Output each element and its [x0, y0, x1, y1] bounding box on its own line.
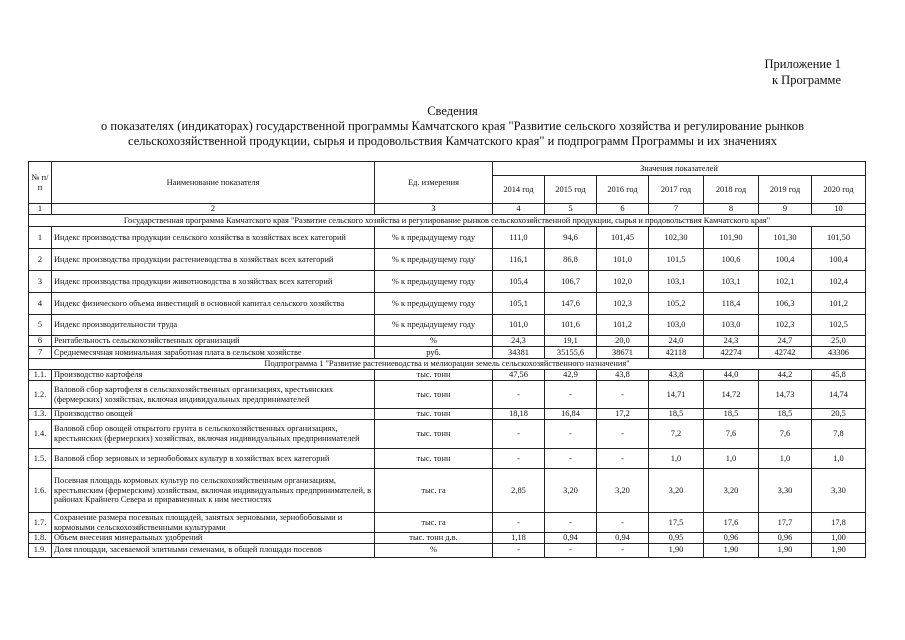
indicator-value: 18,5 [649, 409, 704, 420]
indicator-value: 1,90 [704, 543, 759, 557]
table-row [29, 336, 866, 347]
indicator-name: Объем внесения минеральных удобрений [52, 533, 375, 544]
indicator-value: - [493, 381, 545, 409]
indicator-value: - [597, 513, 649, 533]
indicator-value: 24,3 [704, 336, 759, 347]
column-index: 6 [597, 204, 649, 215]
indicator-value: 3,20 [545, 469, 597, 513]
table-row [29, 381, 866, 409]
column-index-row [29, 204, 866, 215]
indicator-value: 101,2 [812, 293, 866, 315]
indicator-value: 42,9 [545, 370, 597, 381]
indicator-value: 101,30 [759, 227, 812, 249]
indicator-value: 7,8 [812, 420, 866, 449]
section-row-subprogram [29, 359, 866, 370]
indicator-name: Валовой сбор зерновых и зернобобовых культур в хозяйствах всех категорий [52, 449, 375, 469]
indicator-value: 116,1 [493, 249, 545, 271]
indicator-value: 2,85 [493, 469, 545, 513]
indicator-value: - [493, 449, 545, 469]
indicator-value: 3,20 [704, 469, 759, 513]
indicator-value: 101,0 [493, 315, 545, 336]
row-number: 1.7. [29, 513, 52, 533]
indicator-value: - [545, 381, 597, 409]
table-row [29, 293, 866, 315]
indicators-table [28, 161, 866, 558]
indicator-name: Среднемесячная номинальная заработная плата в сельском хозяйстве [52, 347, 375, 359]
indicator-value: 111,0 [493, 227, 545, 249]
indicator-value: - [597, 543, 649, 557]
indicator-value: 25,0 [812, 336, 866, 347]
indicator-value: 102,3 [759, 315, 812, 336]
indicator-value: 17,5 [649, 513, 704, 533]
indicator-value: - [597, 420, 649, 449]
indicator-value: - [493, 543, 545, 557]
indicator-value: - [493, 513, 545, 533]
unit-of-measure: тыс. тонн д.в. [375, 533, 493, 544]
indicator-name: Производство овощей [52, 409, 375, 420]
unit-of-measure: % к предыдущему году [375, 271, 493, 293]
table-row [29, 420, 866, 449]
indicator-value: 14,72 [704, 381, 759, 409]
indicator-value: 17,6 [704, 513, 759, 533]
header-year: 2020 год [812, 176, 866, 204]
indicator-value: - [597, 449, 649, 469]
table-row [29, 271, 866, 293]
indicator-value: 101,2 [597, 315, 649, 336]
indicator-value: 43,8 [597, 370, 649, 381]
indicator-value: 103,0 [649, 315, 704, 336]
indicator-value: 1,00 [812, 533, 866, 544]
row-number: 1 [29, 227, 52, 249]
indicator-value: 106,7 [545, 271, 597, 293]
indicator-value: 3,30 [812, 469, 866, 513]
indicator-value: 1,90 [759, 543, 812, 557]
row-number: 1.3. [29, 409, 52, 420]
row-number: 1.2. [29, 381, 52, 409]
unit-of-measure: % к предыдущему году [375, 315, 493, 336]
unit-of-measure: тыс. га [375, 513, 493, 533]
column-index: 3 [375, 204, 493, 215]
indicator-value: 42274 [704, 347, 759, 359]
table-row [29, 533, 866, 544]
row-number: 1.9. [29, 543, 52, 557]
column-index: 4 [493, 204, 545, 215]
table-row [29, 513, 866, 533]
indicator-value: - [545, 543, 597, 557]
indicator-value: 102,1 [759, 271, 812, 293]
indicator-value: 100,4 [812, 249, 866, 271]
indicator-name: Валовой сбор картофеля в сельскохозяйственных организациях, крестьянских (фермерских) хозяйствах, включая индивидуальных предпринимателей [52, 381, 375, 409]
unit-of-measure: тыс. тонн [375, 381, 493, 409]
header-unit: Ед. измерения [375, 162, 493, 204]
indicator-name: Сохранение размера посевных площадей, занятых зерновыми, зернобобовыми и кормовыми сельскохозяйственными культурами [52, 513, 375, 533]
header-num: № п/п [29, 162, 52, 204]
indicator-name: Индекс физического объема инвестиций в основной капитал сельского хозяйства [52, 293, 375, 315]
indicator-value: 102,3 [597, 293, 649, 315]
table-body [29, 162, 866, 558]
unit-of-measure: тыс. тонн [375, 370, 493, 381]
column-index: 8 [704, 204, 759, 215]
table-row [29, 347, 866, 359]
title-heading: Сведения [427, 104, 478, 118]
unit-of-measure: % [375, 336, 493, 347]
header-year: 2017 год [649, 176, 704, 204]
indicator-value: 1,90 [812, 543, 866, 557]
indicator-value: 17,8 [812, 513, 866, 533]
indicator-value: 38671 [597, 347, 649, 359]
subprogram-title: Подпрограмма 1 "Развитие растениеводства и мелиорации земель сельскохозяйственного назначения" [29, 359, 866, 370]
indicator-value: 105,1 [493, 293, 545, 315]
indicator-value: 42118 [649, 347, 704, 359]
indicator-value: 43306 [812, 347, 866, 359]
indicator-value: 18,18 [493, 409, 545, 420]
column-index: 2 [52, 204, 375, 215]
title-line: сельскохозяйственной продукции, сырья и продовольствия Камчатского края" и подпрограмм Программы и их значениях [128, 134, 777, 148]
indicator-value: - [597, 381, 649, 409]
header-year: 2019 год [759, 176, 812, 204]
row-number: 5 [29, 315, 52, 336]
row-number: 1.4. [29, 420, 52, 449]
indicator-value: 147,6 [545, 293, 597, 315]
indicator-name: Индекс производительности труда [52, 315, 375, 336]
unit-of-measure: тыс. га [375, 469, 493, 513]
row-number: 6 [29, 336, 52, 347]
header-name: Наименование показателя [52, 162, 375, 204]
indicator-value: 43,8 [649, 370, 704, 381]
unit-of-measure: % к предыдущему году [375, 249, 493, 271]
indicator-value: 0,95 [649, 533, 704, 544]
unit-of-measure: % [375, 543, 493, 557]
column-index: 10 [812, 204, 866, 215]
header-values: Значения показателей [493, 162, 866, 176]
row-number: 1.8. [29, 533, 52, 544]
indicator-value: 1,0 [812, 449, 866, 469]
indicator-value: - [493, 420, 545, 449]
unit-of-measure: тыс. тонн [375, 449, 493, 469]
row-number: 1.1. [29, 370, 52, 381]
table-row [29, 449, 866, 469]
table-row [29, 409, 866, 420]
indicator-value: 44,0 [704, 370, 759, 381]
row-number: 7 [29, 347, 52, 359]
indicator-value: 100,6 [704, 249, 759, 271]
table-row [29, 227, 866, 249]
document-title [0, 104, 905, 149]
unit-of-measure: тыс. тонн [375, 420, 493, 449]
indicator-name: Рентабельность сельскохозяйственных организаций [52, 336, 375, 347]
indicator-value: 105,2 [649, 293, 704, 315]
indicator-value: 34381 [493, 347, 545, 359]
indicator-value: - [545, 513, 597, 533]
appendix-line: к Программе [771, 73, 841, 87]
header-year: 2015 год [545, 176, 597, 204]
indicator-value: 94,6 [545, 227, 597, 249]
indicator-value: 101,45 [597, 227, 649, 249]
indicator-value: 19,1 [545, 336, 597, 347]
indicator-value: 24,7 [759, 336, 812, 347]
header-year: 2016 год [597, 176, 649, 204]
appendix-line: Приложение 1 [764, 57, 841, 71]
row-number: 3 [29, 271, 52, 293]
indicator-name: Индекс производства продукции сельского хозяйства в хозяйствах всех категорий [52, 227, 375, 249]
indicator-value: 45,8 [812, 370, 866, 381]
indicator-value: 118,4 [704, 293, 759, 315]
indicator-value: - [545, 449, 597, 469]
column-index: 5 [545, 204, 597, 215]
column-index: 1 [29, 204, 52, 215]
indicator-name: Посевная площадь кормовых культур по сельскохозяйственным организациям, крестьянским (фермерским) хозяйствам, включая индивидуальных предпринимателей, в районах Крайнего Севера и приравненных к ним местностях [52, 469, 375, 513]
indicator-value: 16,84 [545, 409, 597, 420]
indicator-value: 86,8 [545, 249, 597, 271]
column-index: 7 [649, 204, 704, 215]
indicator-value: 24,3 [493, 336, 545, 347]
indicator-value: 35155,6 [545, 347, 597, 359]
indicator-value: 102,0 [597, 271, 649, 293]
indicator-name: Индекс производства продукции животноводства в хозяйствах всех категорий [52, 271, 375, 293]
title-line: о показателях (индикаторах) государственной программы Камчатского края "Развитие сельского хозяйства и регулирование рынков [101, 119, 804, 133]
indicator-value: - [545, 420, 597, 449]
indicator-value: 103,1 [704, 271, 759, 293]
indicator-value: 1,0 [759, 449, 812, 469]
indicator-value: 14,73 [759, 381, 812, 409]
table-row [29, 543, 866, 557]
indicator-value: 7,2 [649, 420, 704, 449]
indicator-value: 14,71 [649, 381, 704, 409]
indicator-value: 102,4 [812, 271, 866, 293]
indicator-value: 44,2 [759, 370, 812, 381]
program-title: Государственная программа Камчатского края "Развитие сельского хозяйства и регулирование рынков сельскохозяйственной продукции, сырья и продовольствия Камчатского края" [29, 215, 866, 227]
indicator-value: 1,18 [493, 533, 545, 544]
indicator-value: 101,90 [704, 227, 759, 249]
indicator-value: 103,0 [704, 315, 759, 336]
indicator-value: 7,6 [759, 420, 812, 449]
indicator-value: 102,30 [649, 227, 704, 249]
indicator-value: 101,5 [649, 249, 704, 271]
indicator-value: 101,50 [812, 227, 866, 249]
indicator-value: 3,30 [759, 469, 812, 513]
indicator-value: 0,94 [545, 533, 597, 544]
indicator-value: 47,56 [493, 370, 545, 381]
indicator-name: Индекс производства продукции растениеводства в хозяйствах всех категорий [52, 249, 375, 271]
indicator-value: 1,90 [649, 543, 704, 557]
header-year: 2014 год [493, 176, 545, 204]
indicator-value: 3,20 [597, 469, 649, 513]
indicator-value: 17,2 [597, 409, 649, 420]
indicator-value: 20,0 [597, 336, 649, 347]
unit-of-measure: % к предыдущему году [375, 227, 493, 249]
indicator-name: Доля площади, засеваемой элитными семенами, в общей площади посевов [52, 543, 375, 557]
indicator-value: 3,20 [649, 469, 704, 513]
unit-of-measure: руб. [375, 347, 493, 359]
row-number: 1.6. [29, 469, 52, 513]
indicator-value: 103,1 [649, 271, 704, 293]
row-number: 2 [29, 249, 52, 271]
indicator-value: 17,7 [759, 513, 812, 533]
unit-of-measure: тыс. тонн [375, 409, 493, 420]
indicator-value: 1,0 [649, 449, 704, 469]
indicator-value: 18,5 [704, 409, 759, 420]
indicator-value: 14,74 [812, 381, 866, 409]
unit-of-measure: % к предыдущему году [375, 293, 493, 315]
table-row [29, 249, 866, 271]
table-row [29, 469, 866, 513]
indicator-value: 18,5 [759, 409, 812, 420]
header-year: 2018 год [704, 176, 759, 204]
indicator-value: 24,0 [649, 336, 704, 347]
section-row-program [29, 215, 866, 227]
header-row [29, 162, 866, 176]
appendix-note [765, 56, 841, 88]
indicator-value: 0,94 [597, 533, 649, 544]
indicator-value: 7,6 [704, 420, 759, 449]
indicator-name: Производство картофеля [52, 370, 375, 381]
column-index: 9 [759, 204, 812, 215]
indicator-name: Валовой сбор овощей открытого грунта в сельскохозяйственных организациях, крестьянских (фермерских) хозяйствах, включая индивидуальных предпринимателей [52, 420, 375, 449]
row-number: 1.5. [29, 449, 52, 469]
indicator-value: 101,0 [597, 249, 649, 271]
indicator-value: 102,5 [812, 315, 866, 336]
table-row [29, 370, 866, 381]
indicator-value: 1,0 [704, 449, 759, 469]
indicator-value: 42742 [759, 347, 812, 359]
indicator-value: 0,96 [759, 533, 812, 544]
indicator-value: 20,5 [812, 409, 866, 420]
indicator-value: 106,3 [759, 293, 812, 315]
table-row [29, 315, 866, 336]
indicator-value: 0,96 [704, 533, 759, 544]
indicator-value: 101,6 [545, 315, 597, 336]
row-number: 4 [29, 293, 52, 315]
indicator-value: 100,4 [759, 249, 812, 271]
indicator-value: 105,4 [493, 271, 545, 293]
